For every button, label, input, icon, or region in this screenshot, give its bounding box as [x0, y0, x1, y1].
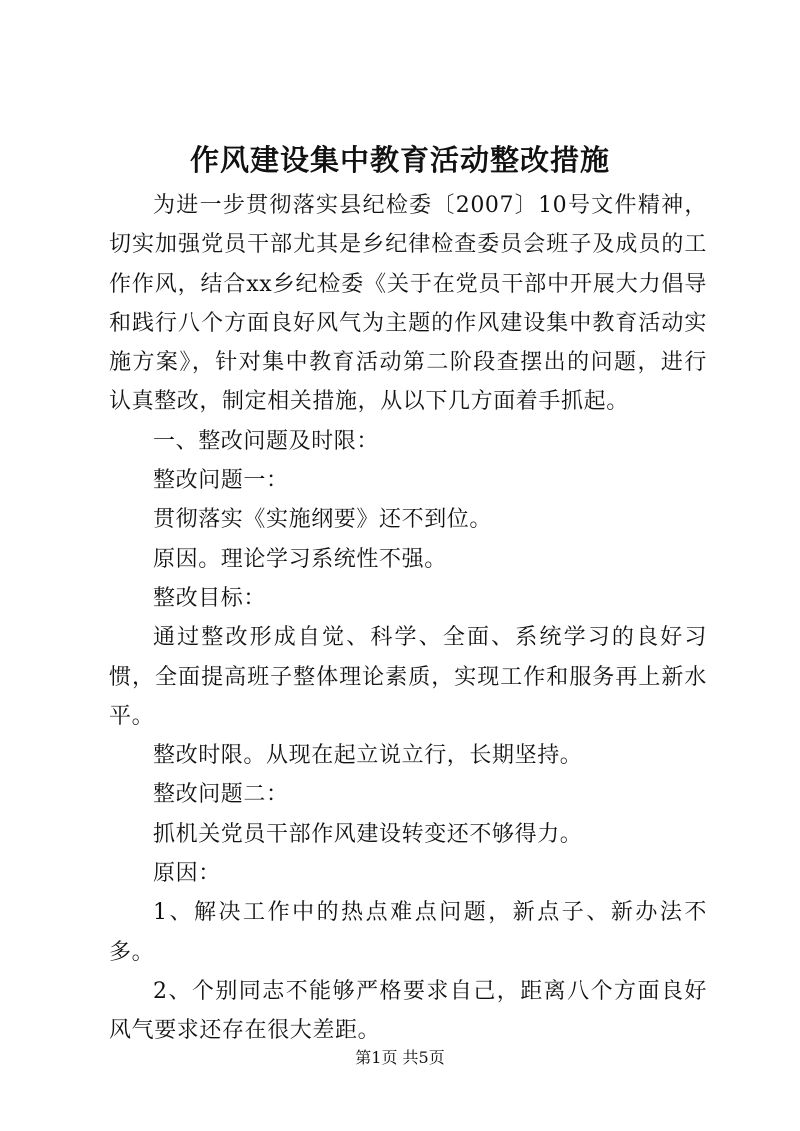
issue-one-heading: 整改问题一： [153, 468, 289, 494]
rectification-deadline: 整改时限。从现在起立说立行，长期坚持。 [153, 743, 583, 769]
rectification-goal-heading: 整改目标： [153, 585, 267, 611]
issue-one-cause: 原因。理论学习系统性不强。 [153, 546, 447, 572]
issue-two-cause-heading: 原因： [153, 861, 221, 887]
rectification-goal-text: 通过整改形成自觉、科学、全面、系统学习的良好习惯，全面提高班子整体理论素质，实现工作和服务再上新水平。 [109, 625, 707, 729]
issue-two-cause-2: 2、个别同志不能够严格要求自己，距离八个方面良好风气要求还存在很大差距。 [109, 978, 707, 1044]
page-number: 第1页 共5页 [355, 1048, 445, 1067]
document-title: 作风建设集中教育活动整改措施 [189, 143, 610, 177]
section-heading-rectification: 一、整改问题及时限： [153, 428, 380, 454]
page-footer [0, 1048, 800, 1068]
issue-two-cause-1: 1、解决工作中的热点难点问题，新点子、新办法不多。 [109, 900, 707, 965]
issue-one-text: 贯彻落实《实施纲要》还不到位。 [153, 507, 493, 533]
document-body [109, 186, 707, 1051]
issue-two-text: 抓机关党员干部作风建设转变还不够得力。 [153, 821, 583, 847]
issue-two-heading: 整改问题二： [153, 782, 289, 808]
paragraph-intro: 为进一步贯彻落实县纪检委〔2007〕10号文件精神，切实加强党员干部尤其是乡纪律检查委员会班子及成员的工作作风，结合xx乡纪检委《关于在党员干部中开展大力倡导和践行八个方面良好风气为主题的作风建设集中教育活动实施方案》，针对集中教育活动第二阶段查摆出的问题，进行认真整改，制定相关措施，从以下几方面着手抓起。 [109, 193, 707, 415]
